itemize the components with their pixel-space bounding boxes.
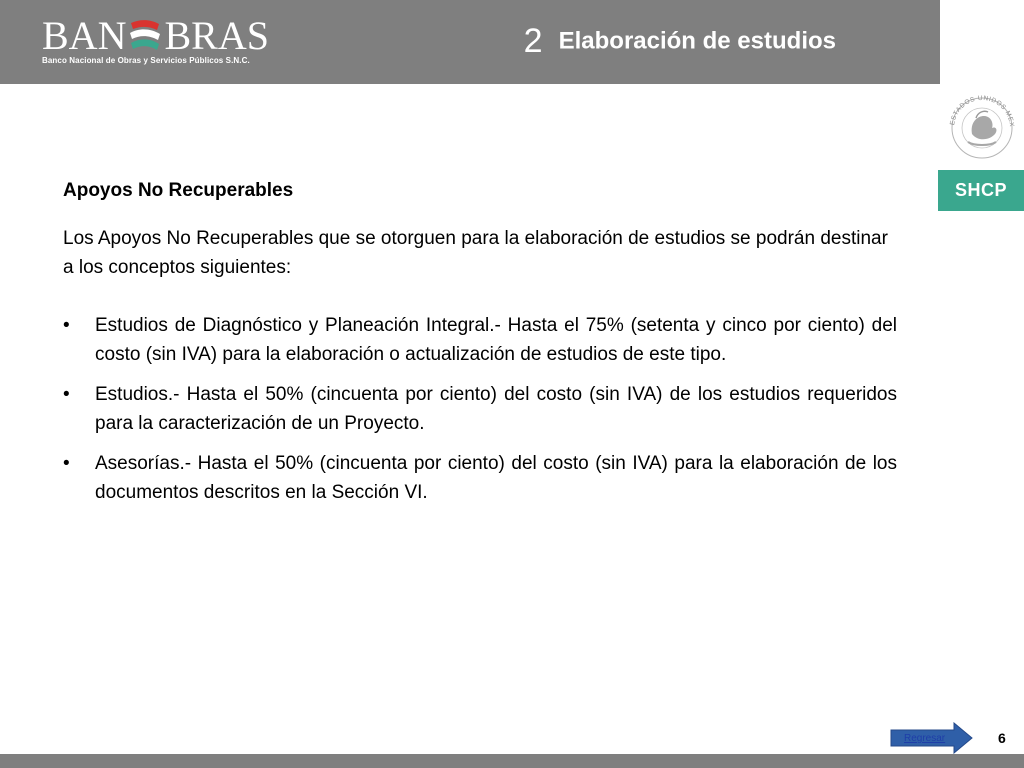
- logo-wordmark: [42, 14, 269, 56]
- slide-content: [63, 176, 897, 518]
- intro-paragraph: Los Apoyos No Recuperables que se otorguen para la elaboración de estudios se podrán destinar a los conceptos siguientes:: [63, 228, 888, 278]
- list-item: [63, 380, 897, 438]
- page-number: 6: [998, 730, 1006, 746]
- bullet-icon: •: [63, 453, 70, 474]
- slide-title: [524, 22, 836, 66]
- logo-subtitle: Banco Nacional de Obras y Servicios Públicos S.N.C.: [42, 56, 250, 65]
- list-item-text: Estudios de Diagnóstico y Planeación Integral.- Hasta el 75% (setenta y cinco por ciento) del costo (sin IVA) para la elaboración o actualización de estudios de este tipo.: [95, 315, 897, 365]
- logo-emblem-icon: [128, 17, 162, 53]
- shcp-badge: SHCP: [938, 170, 1024, 211]
- header-bar: [0, 0, 940, 84]
- footer-bar: [0, 754, 1024, 768]
- banobras-logo: [42, 14, 272, 74]
- slide-heading: Elaboración de estudios: [558, 27, 836, 55]
- regresar-link[interactable]: Regresar: [904, 733, 946, 744]
- regresar-button[interactable]: [890, 722, 974, 754]
- list-item: [63, 449, 897, 507]
- list-item-text: Estudios.- Hasta el 50% (cincuenta por ciento) del costo (sin IVA) de los estudios requeridos para la caracterización de un Proyecto.: [95, 384, 897, 434]
- logo-word-part-1: BAN: [42, 13, 127, 58]
- list-item: [63, 311, 897, 369]
- logo-word-part-2: BRAS: [164, 13, 269, 58]
- bullet-icon: •: [63, 315, 70, 336]
- mexico-seal-icon: [940, 84, 1024, 170]
- bullet-list: [63, 311, 897, 507]
- bullet-icon: •: [63, 384, 70, 405]
- seal-text: ESTADOS UNIDOS MEX: [949, 94, 1016, 128]
- slide-section-number: 2: [523, 22, 543, 60]
- section-title: Apoyos No Recuperables: [63, 180, 294, 201]
- list-item-text: Asesorías.- Hasta el 50% (cincuenta por ciento) del costo (sin IVA) para la elaboración de los documentos descritos en la Sección VI.: [95, 453, 897, 503]
